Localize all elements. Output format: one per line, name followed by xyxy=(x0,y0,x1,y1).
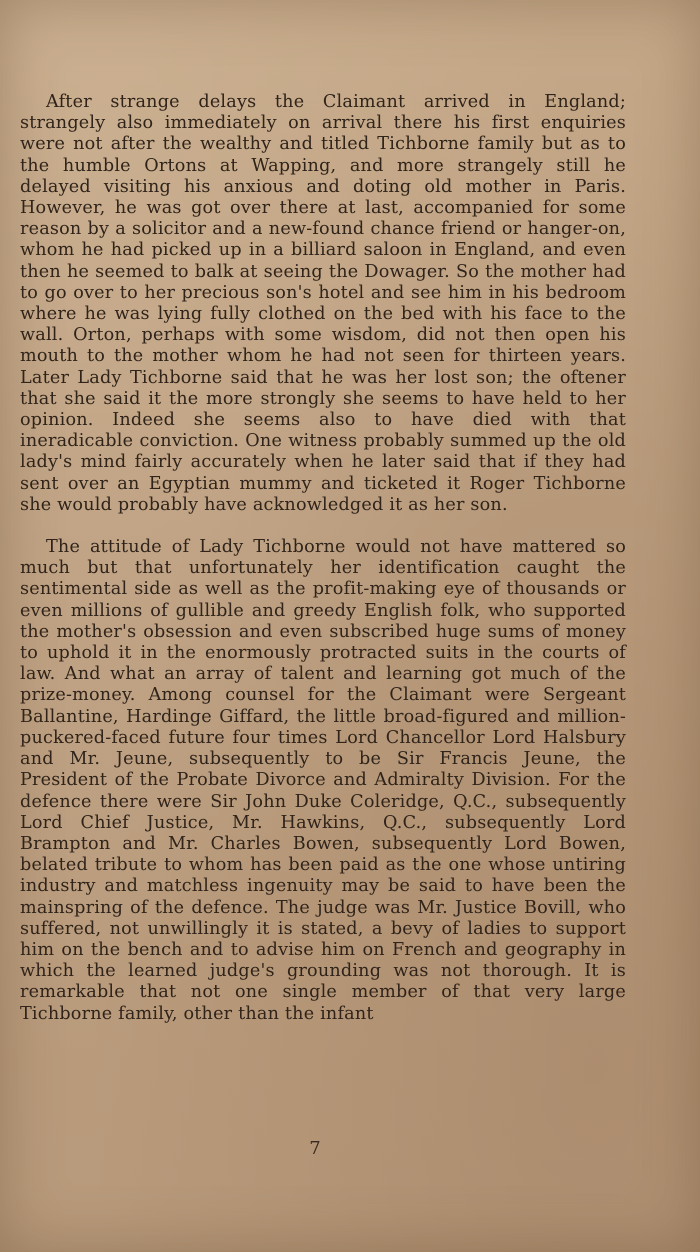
paragraph-claimant-arrival: After strange delays the Claimant arrived in England; strangely also immediately on arrival there his first enquiries were not after the wealthy and titled Tichborne family but as to the humble Ortons at Wapping, and more strangely still he delayed visiting his anxious and doting old mother in Paris. However, he was got over there at last, accompanied for some reason by a solicitor and a new-found chance friend or hanger-on, whom he had picked up in a billiard saloon in England, and even then he seemed to balk at seeing the Dowager. So the mother had to go over to her precious son's hotel and see him in his bedroom where he was lying fully clothed on the bed with his face to the wall. Orton, perhaps with some wisdom, did not then open his mouth to the mother whom he had not seen for thirteen years. Later Lady Tichborne said that he was her lost son; the oftener that she said it the more strongly she seems to have held to her opinion. Indeed she seems also to have died with that ineradicable conviction. One witness probably summed up the old lady's mind fairly accurately when he later said that if they had sent over an Egyptian mummy and ticketed it Roger Tichborne she would probably have acknowledged it as her son. xyxy=(20,92,626,515)
paragraph-lady-tichborne-attitude: The attitude of Lady Tichborne would not have mattered so much but that unfortunately her identification caught the sentimental side as well as the profit-making eye of thousands or even millions of gullible and greedy English folk, who supported the mother's obsession and even subscribed huge sums of money to uphold it in the enormously protracted suits in the courts of law. And what an array of talent and learning got much of the prize-money. Among counsel for the Claimant were Sergeant Ballantine, Hardinge Giffard, the little broad-figured and million-puckered-faced future four times Lord Chancellor Lord Halsbury and Mr. Jeune, subsequently to be Sir Francis Jeune, the President of the Probate Divorce and Admiralty Division. For the defence there were Sir John Duke Coleridge, Q.C., subsequently Lord Chief Justice, Mr. Hawkins, Q.C., subsequently Lord Brampton and Mr. Charles Bowen, subsequently Lord Bowen, belated tribute to whom has been paid as the one whose untiring industry and matchless ingenuity may be said to have been the mainspring of the defence. The judge was Mr. Justice Bovill, who suffered, not unwillingly it is stated, a bevy of ladies to support him on the bench and to advise him on French and geography in which the learned judge's grounding was not thorough. It is remarkable that not one single member of that very large Tichborne family, other than the infant xyxy=(20,537,626,1024)
page-number: 7 xyxy=(309,1138,321,1159)
body-text xyxy=(20,92,626,1025)
